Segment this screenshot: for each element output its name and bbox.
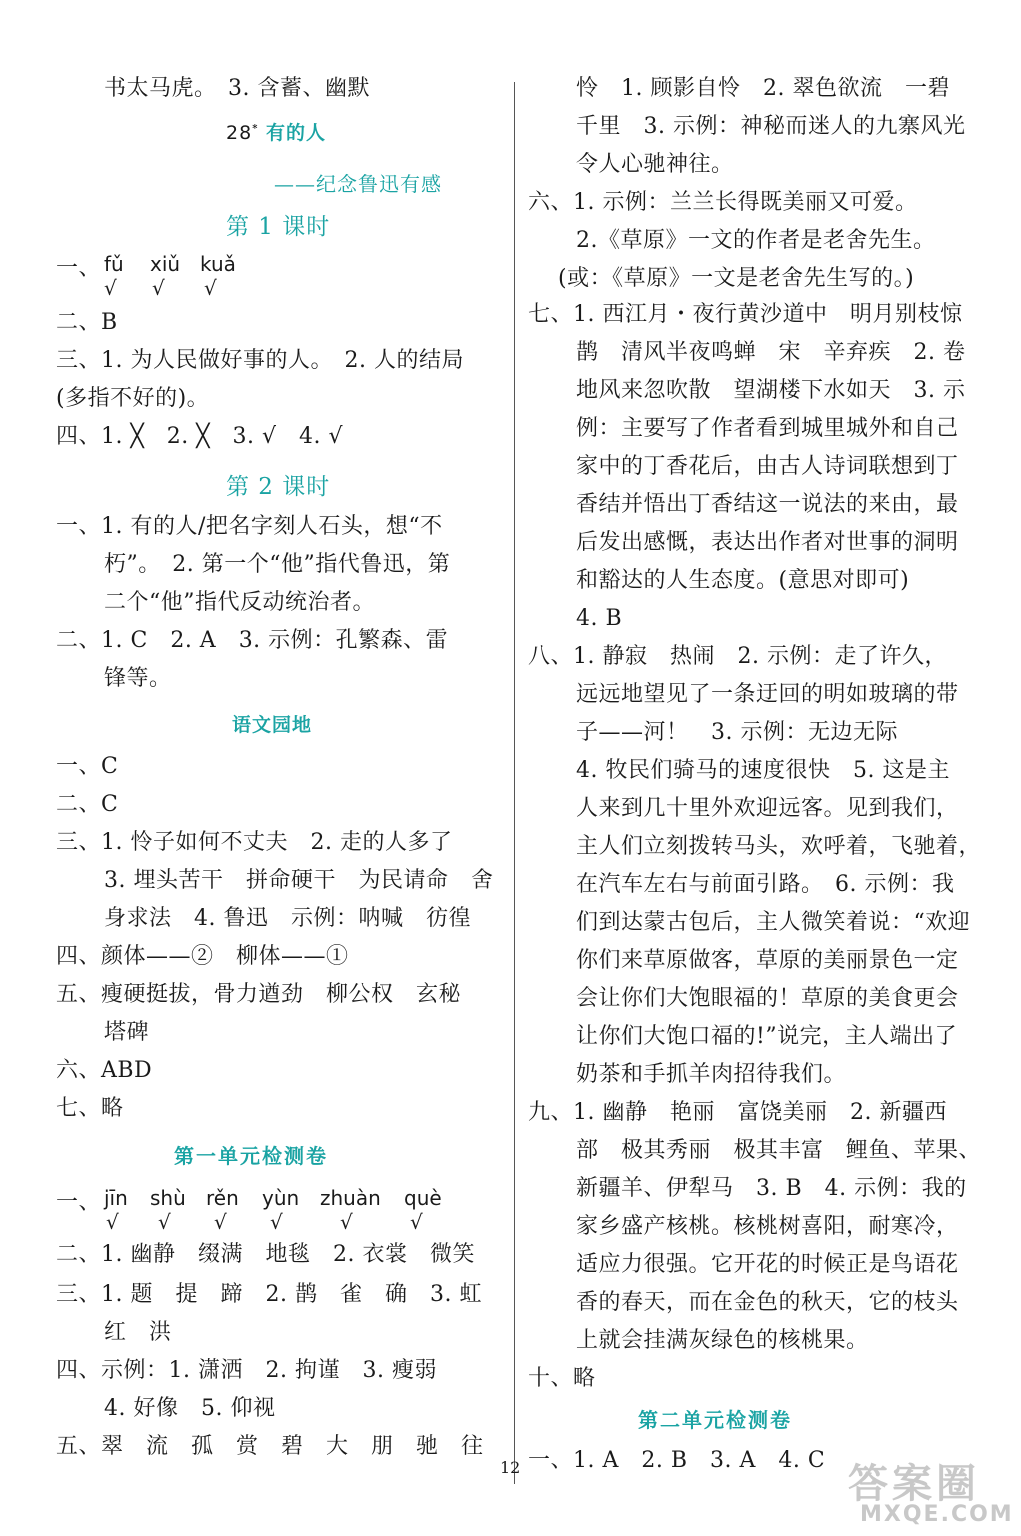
text-line: 人来到几十里外欢迎远客。见到我们， [576,796,959,821]
text-line: 令人心驰神往。 [576,152,734,177]
text-line: 书太马虎。 3. 含蓄、幽默 [104,76,370,101]
text-line: 在汽车左右与前面引路。 6. 示例：我 [576,872,955,897]
check-icon: √ [106,1210,119,1234]
pinyin: zhuàn [320,1186,381,1210]
text-line: 一、C [56,754,119,779]
text-line: 五、翠 流 孤 赏 碧 大 朋 驰 往 [56,1434,484,1459]
text-line: 二、1. C 2. A 3. 示例：孔繁森、雷 [56,628,449,653]
check-icon: √ [270,1210,283,1234]
text-line: 奶茶和手抓羊肉招待我们。 [576,1062,847,1087]
pinyin: fǔ [104,252,124,276]
text-line: 红 洪 [104,1320,172,1345]
text-line: 4. 好像 5. 仰视 [104,1396,276,1421]
text-line: 子——河！ 3. 示例：无边无际 [576,720,898,745]
text-line: 六、1. 示例：兰兰长得既美丽又可爱。 [528,190,918,215]
text-line: 二个“他”指代反动统治者。 [104,590,375,615]
text-line: 部 极其秀丽 极其丰富 鲤鱼、苹果、 [576,1138,982,1163]
text-line: 三、1. 题 提 蹄 2. 鹊 雀 确 3. 虹 [56,1282,482,1307]
pinyin-row [104,1186,504,1236]
text-line: 朽”。 2. 第一个“他”指代鲁迅，第 [104,552,451,577]
check-icon: √ [152,276,165,300]
column-divider [514,82,515,1484]
text-line: 二、C [56,792,119,817]
garden-heading: 语文园地 [232,714,313,736]
text-line: 怜 1. 顾影自怜 2. 翠色欲流 一碧 [576,76,950,101]
watermark-logo [838,1452,1014,1530]
period-heading-1: 第 1 课时 [226,214,331,240]
text-line: 地风来忽吹散 望湖楼下水如天 3. 示 [576,378,966,403]
text-line: 例：主要写了作者看到城里城外和自己 [576,416,959,441]
pinyin: yùn [262,1186,300,1210]
lesson-title: 有的人 [266,122,327,144]
text-line: 七、略 [56,1096,124,1121]
pinyin: shù [150,1186,186,1210]
text-line: 3. 埋头苦干 拼命硬干 为民请命 舍 [104,868,494,893]
text-line: 五、瘦硬挺拔，骨力遒劲 柳公权 玄秘 [56,982,462,1007]
text-line: 4. B [576,606,623,631]
text-line: 身求法 4. 鲁迅 示例：呐喊 彷徨 [104,906,471,931]
period-heading-2: 第 2 课时 [226,474,331,500]
text-line: 和豁达的人生态度。(意思对即可) [576,568,910,593]
lesson-heading: 28* 有的人 [226,122,327,144]
check-icon: √ [204,276,217,300]
pinyin-row [104,252,304,302]
text-line: 八、1. 静寂 热闹 2. 示例：走了许久， [528,644,947,669]
text-line: 们到达蒙古包后，主人微笑着说：“欢迎 [576,910,971,935]
unit-heading-1: 第一单元检测卷 [174,1144,328,1168]
question-label: 一、 [56,1190,102,1215]
text-line: 香的春天，而在金色的秋天，它的枝头 [576,1290,959,1315]
text-line: 九、1. 幽静 艳丽 富饶美丽 2. 新疆西 [528,1100,947,1125]
text-line: 四、示例：1. 潇洒 2. 拘谨 3. 瘦弱 [56,1358,437,1383]
text-line: 四、1. ╳ 2. ╳ 3. √ 4. √ [56,424,343,449]
check-icon: √ [340,1210,353,1234]
text-line: 家乡盛产核桃。核桃树喜阳，耐寒冷， [576,1214,959,1239]
pinyin: kuǎ [200,252,236,276]
text-line: 4. 牧民们骑马的速度很快 5. 这是主 [576,758,950,783]
unit-heading-2: 第二单元检测卷 [638,1408,792,1432]
text-line: (多指不好的)。 [56,386,210,411]
check-icon: √ [104,276,117,300]
question-label: 一、 [56,256,102,281]
text-line: 鹊 清风半夜鸣蝉 宋 辛弃疾 2. 卷 [576,340,966,365]
text-line: 二、1. 幽静 缀满 地毯 2. 衣裳 微笑 [56,1242,475,1267]
pinyin: rěn [206,1186,239,1210]
text-line: 十、略 [528,1366,596,1391]
pinyin: què [404,1186,442,1210]
page-number: 12 [500,1458,521,1477]
text-line: 你们来草原做客，草原的美丽景色一定 [576,948,959,973]
check-icon: √ [158,1210,171,1234]
text-line: 让你们大饱口福的!”说完，主人端出了 [576,1024,958,1049]
text-line: 新疆羊、伊犁马 3. B 4. 示例：我的 [576,1176,967,1201]
text-line: 七、1. 西江月・夜行黄沙道中 明月别枝惊 [528,302,963,327]
text-line: 二、B [56,310,118,335]
check-icon: √ [214,1210,227,1234]
text-line: 适应力很强。它开花的时候正是鸟语花 [576,1252,959,1277]
text-line: 千里 3. 示例：神秘而迷人的九寨风光 [576,114,966,139]
text-line: 三、1. 为人民做好事的人。 2. 人的结局 [56,348,464,373]
text-line: 家中的丁香花后，由古人诗词联想到丁 [576,454,959,479]
text-line: 香结并悟出丁香结这一说法的来由，最 [576,492,959,517]
text-line: 会让你们大饱眼福的！草原的美食更会 [576,986,959,1011]
text-line: 一、1. 有的人/把名字刻人石头，想“不 [56,514,443,539]
pinyin: jīn [104,1186,128,1210]
watermark-domain: MXQE.COM [860,1502,1014,1527]
text-line: 一、1. A 2. B 3. A 4. C [528,1448,826,1473]
text-line: 锋等。 [104,666,172,691]
text-line: 三、1. 怜子如何不丈夫 2. 走的人多了 [56,830,453,855]
check-icon: √ [410,1210,423,1234]
pinyin: xiǔ [150,252,181,276]
lesson-subtitle: ——纪念鲁迅有感 [274,172,442,196]
lesson-number: 28 [226,122,253,144]
text-line: 塔碑 [104,1020,150,1045]
watermark-text: 答案圈 [848,1461,980,1507]
text-line: 六、ABD [56,1058,153,1083]
text-line: 主人们立刻拨转马头，欢呼着，飞驰着， [576,834,982,859]
text-line: 后发出感慨，表达出作者对世事的洞明 [576,530,959,555]
text-line: (或：《草原》一文是老舍先生写的。) [558,266,915,291]
text-line: 2.《草原》一文的作者是老舍先生。 [576,228,936,253]
text-line: 四、颜体——② 柳体——① [56,944,349,969]
text-line: 远远地望见了一条迂回的明如玻璃的带 [576,682,959,707]
text-line: 上就会挂满灰绿色的核桃果。 [576,1328,869,1353]
